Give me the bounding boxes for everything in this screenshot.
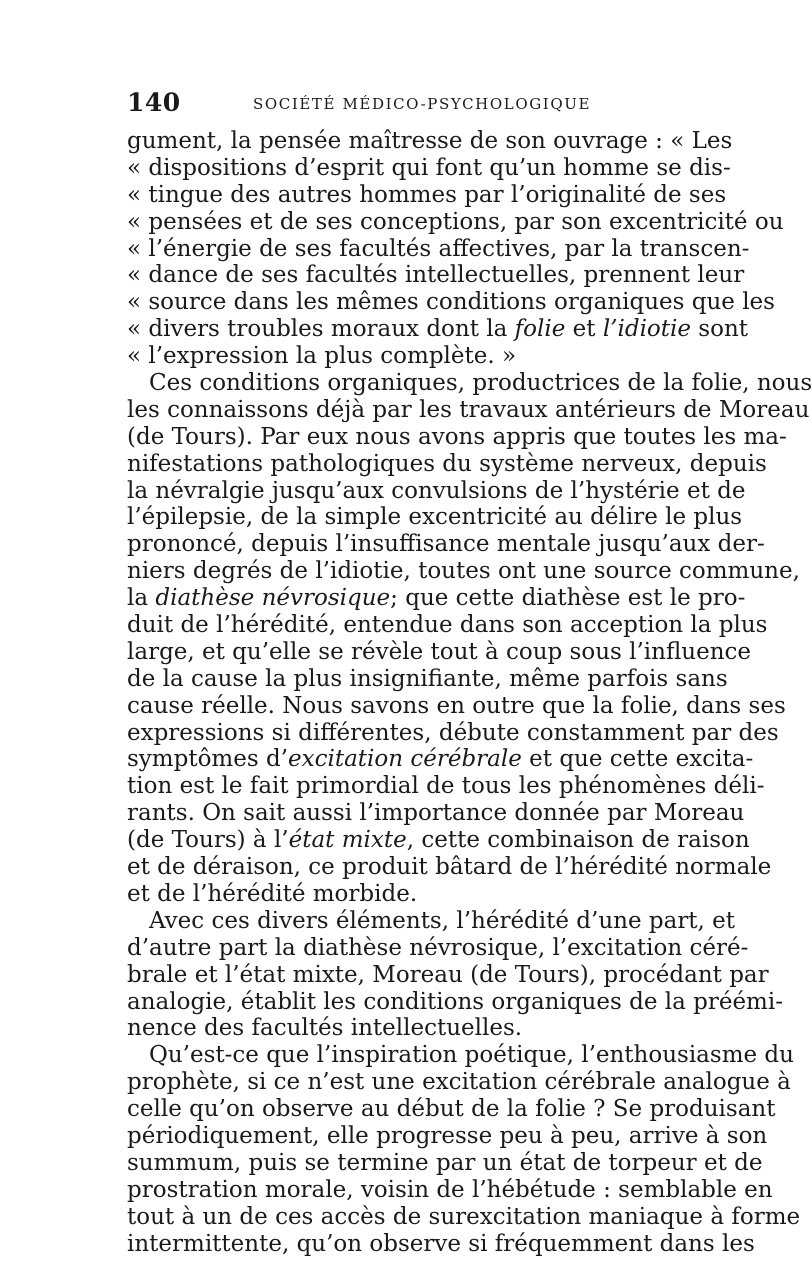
text-line: les connaissons déjà par les travaux antérieurs de Moreau <box>127 396 810 423</box>
text-line: cause réelle. Nous savons en outre que la folie, dans ses <box>127 692 786 719</box>
text-line: Qu’est-ce que l’inspiration poétique, l’enthousiasme du <box>149 1042 794 1069</box>
text-line: « source dans les mêmes conditions organiques que les <box>127 289 775 316</box>
text-line <box>127 316 749 343</box>
text-line: l’épilepsie, de la simple excentricité au délire le plus <box>127 504 743 531</box>
text-line: prononcé, depuis l’insuffisance mentale jusqu’aux der- <box>127 531 765 558</box>
text-line: (de Tours). Par eux nous avons appris que toutes les ma- <box>127 423 787 450</box>
text-segment: la <box>127 585 156 612</box>
text-line: prophète, si ce n’est une excitation cérébrale analogue à <box>127 1069 791 1096</box>
text-line: « pensées et de ses conceptions, par son excentricité ou <box>127 208 784 235</box>
text-line: celle qu’on observe au début de la folie ? Se produisant <box>127 1096 776 1123</box>
text-line: d’autre part la diathèse névrosique, l’excitation céré- <box>127 934 749 961</box>
page-number: 140 <box>127 88 181 117</box>
text-line: expressions si différentes, débute constamment par des <box>127 719 779 746</box>
text-segment: , cette combinaison de raison <box>406 827 750 854</box>
text-line: de la cause la plus insignifiante, même parfois sans <box>127 665 728 692</box>
text-line: analogie, établit les conditions organiques de la préémi- <box>127 988 783 1015</box>
text-segment: et <box>565 316 603 343</box>
text-line: rants. On sait aussi l’importance donnée par Moreau <box>127 800 745 827</box>
body-text <box>127 128 812 1257</box>
text-line <box>127 827 750 854</box>
text-segment: et que cette excita- <box>521 746 754 773</box>
text-line: « dance de ses facultés intellectuelles, prennent leur <box>127 262 745 289</box>
italic-term: diathèse névrosique <box>155 585 391 612</box>
text-line: brale et l’état mixte, Moreau (de Tours), procédant par <box>127 961 769 988</box>
text-segment: symptômes d’ <box>127 746 288 773</box>
text-segment: (de Tours) à l’ <box>127 827 289 854</box>
text-line: et de l’hérédité morbide. <box>127 880 418 907</box>
text-line: Avec ces divers éléments, l’hérédité d’une part, et <box>149 907 736 934</box>
text-line: nifestations pathologiques du système nerveux, depuis <box>127 450 767 477</box>
text-segment: sont <box>691 316 749 343</box>
text-line: nence des facultés intellectuelles. <box>127 1015 523 1042</box>
text-line <box>127 746 754 773</box>
text-line: tout à un de ces accès de surexcitation maniaque à forme <box>127 1203 801 1230</box>
page-header <box>127 88 673 118</box>
text-line: « tingue des autres hommes par l’originalité de ses <box>127 181 727 208</box>
text-line: prostration morale, voisin de l’hébétude : semblable en <box>127 1176 773 1203</box>
text-line: Ces conditions organiques, productrices de la folie, nous <box>149 370 812 397</box>
text-line: la névralgie jusqu’aux convulsions de l’hystérie et de <box>127 477 746 504</box>
text-line: périodiquement, elle progresse peu à peu, arrive à son <box>127 1122 768 1149</box>
text-segment: « divers troubles moraux dont la <box>127 316 515 343</box>
running-head: SOCIÉTÉ MÉDICO-PSYCHOLOGIQUE <box>253 95 592 113</box>
italic-term: excitation cérébrale <box>288 746 522 773</box>
text-line <box>127 585 746 612</box>
text-line: gument, la pensée maîtresse de son ouvrage : « Les <box>127 128 733 154</box>
text-line: tion est le fait primordial de tous les phénomènes déli- <box>127 773 765 800</box>
text-line: niers degrés de l’idiotie, toutes ont une source commune, <box>127 558 800 585</box>
italic-term: folie <box>514 316 566 343</box>
text-line: « l’expression la plus complète. » <box>127 343 517 370</box>
text-line: summum, puis se termine par un état de torpeur et de <box>127 1149 763 1176</box>
text-line: large, et qu’elle se révèle tout à coup sous l’influence <box>127 638 752 665</box>
italic-term: état mixte <box>288 827 407 854</box>
text-segment: ; que cette diathèse est le pro- <box>390 585 746 612</box>
italic-term: l’idiotie <box>602 316 691 343</box>
text-line: « dispositions d’esprit qui font qu’un homme se dis- <box>127 154 731 181</box>
text-line: duit de l’hérédité, entendue dans son acception la plus <box>127 612 768 639</box>
text-line: et de déraison, ce produit bâtard de l’hérédité normale <box>127 854 772 881</box>
text-line: intermittente, qu’on observe si fréquemment dans les <box>127 1230 755 1257</box>
text-line: « l’énergie de ses facultés affectives, par la transcen- <box>127 235 750 262</box>
